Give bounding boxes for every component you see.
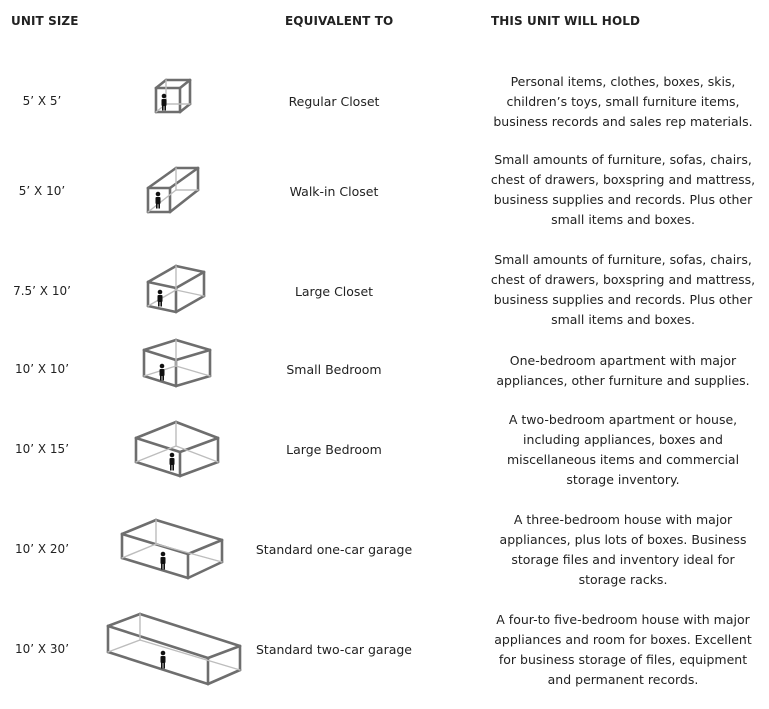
- holds-description: Personal items, clothes, boxes, skis, children’s toys, small furniture items, business records and sales rep materials.: [493, 74, 753, 129]
- unit-size-label: 5’ X 5’: [22, 94, 62, 108]
- equivalent-label: Standard two-car garage: [255, 642, 413, 657]
- unit-box-icon: [100, 334, 250, 394]
- unit-row-5x10: [0, 150, 769, 230]
- person-icon: [161, 651, 166, 669]
- unit-size-label: 10’ X 20’: [14, 542, 70, 556]
- unit-box-icon: [100, 510, 250, 590]
- unit-size-label: 10’ X 15’: [14, 442, 70, 456]
- equivalent-label: Standard one-car garage: [255, 542, 413, 557]
- equivalent-label: Large Bedroom: [286, 442, 382, 457]
- header-holds: THIS UNIT WILL HOLD: [491, 14, 641, 28]
- unit-box-icon: [100, 410, 250, 490]
- holds-description: Small amounts of furniture, sofas, chairs, chest of drawers, boxspring and mattress, business supplies and records. Plus other small items and boxes.: [490, 252, 756, 327]
- equivalent-label: Large Closet: [294, 284, 374, 299]
- unit-box-icon: [100, 610, 250, 690]
- unit-row-10x30: [0, 610, 769, 690]
- person-icon: [170, 453, 175, 471]
- unit-size-label: 5’ X 10’: [18, 184, 66, 198]
- unit-size-label: 7.5’ X 10’: [13, 284, 71, 298]
- person-icon: [161, 552, 166, 570]
- unit-box-icon: [100, 150, 250, 230]
- holds-description: A four-to five-bedroom house with major appliances and room for boxes. Excellent for business storage of files, equipment and permanent records.: [494, 612, 752, 687]
- unit-size-label: 10’ X 30’: [14, 642, 70, 656]
- person-icon: [158, 290, 163, 307]
- holds-description: One-bedroom apartment with major appliances, other furniture and supplies.: [496, 353, 750, 388]
- unit-row-7-5x10: [0, 250, 769, 330]
- equivalent-label: Small Bedroom: [286, 362, 382, 377]
- holds-description: A two-bedroom apartment or house, including appliances, boxes and miscellaneous items and commercial storage inventory.: [506, 412, 740, 487]
- person-icon: [156, 192, 161, 209]
- unit-row-10x20: [0, 510, 769, 590]
- unit-row-10x10: [0, 334, 769, 394]
- unit-box-icon: [100, 250, 250, 330]
- header-equivalent: EQUIVALENT TO: [285, 14, 394, 28]
- equivalent-label: Walk-in Closet: [289, 184, 379, 199]
- person-icon: [160, 364, 165, 381]
- equivalent-label: Regular Closet: [288, 94, 380, 109]
- unit-row-5x5: [0, 70, 769, 140]
- person-icon: [162, 94, 167, 111]
- unit-box-icon: [100, 70, 250, 140]
- header-unit-size: UNIT SIZE: [11, 14, 79, 28]
- unit-size-label: 10’ X 10’: [14, 362, 70, 376]
- holds-description: Small amounts of furniture, sofas, chairs, chest of drawers, boxspring and mattress, business supplies and records. Plus other small items and boxes.: [490, 152, 756, 227]
- holds-description: A three-bedroom house with major appliances, plus lots of boxes. Business storage files and inventory ideal for storage racks.: [499, 512, 747, 587]
- unit-row-10x15: [0, 410, 769, 490]
